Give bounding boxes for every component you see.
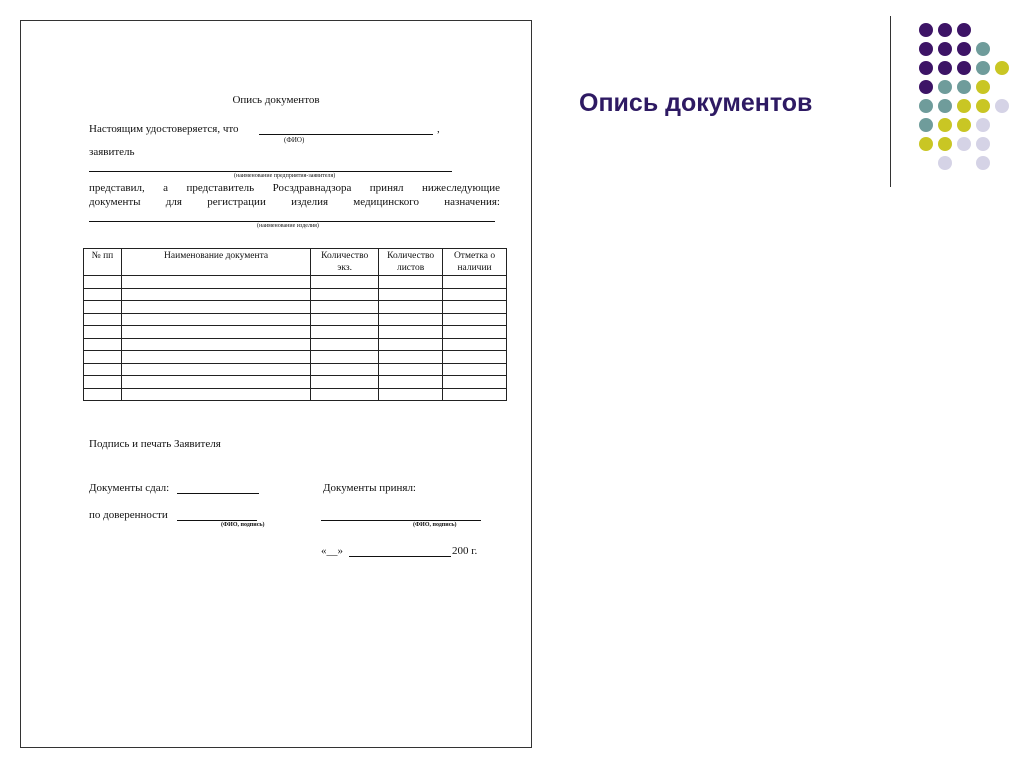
table-cell	[379, 363, 443, 376]
date-quote: «__»	[321, 545, 343, 557]
table-cell	[379, 288, 443, 301]
table-row	[84, 301, 507, 314]
table-row	[84, 288, 507, 301]
documents-table	[83, 248, 507, 401]
table-cell	[84, 363, 122, 376]
table-cell	[443, 313, 507, 326]
table-cell	[311, 276, 379, 289]
proxy-label: по доверенности	[89, 509, 168, 521]
table-cell	[443, 276, 507, 289]
docs-handed-label: Документы сдал:	[89, 482, 170, 494]
document-title: Опись документов	[232, 94, 320, 106]
decorative-dot	[957, 23, 971, 37]
decorative-dot	[919, 23, 933, 37]
product-caption: (наименование изделия)	[257, 223, 319, 229]
header-sheets: Количество листов	[379, 249, 443, 276]
header-number: № пп	[84, 249, 122, 276]
table-cell	[443, 363, 507, 376]
table-cell	[443, 351, 507, 364]
decorative-dot	[938, 23, 952, 37]
decorative-dot	[995, 99, 1009, 113]
decorative-dot	[938, 118, 952, 132]
table-cell	[311, 313, 379, 326]
decorative-dot	[919, 42, 933, 56]
table-row	[84, 326, 507, 339]
decorative-dot	[938, 42, 952, 56]
decorative-dot	[957, 80, 971, 94]
decorative-dot	[938, 137, 952, 151]
table-cell	[121, 288, 310, 301]
table-cell	[311, 338, 379, 351]
table-row	[84, 388, 507, 401]
decorative-dot	[976, 42, 990, 56]
proxy-blank	[177, 520, 257, 521]
header-document-name: Наименование документа	[121, 249, 310, 276]
fio-sign-caption-left: (ФИО, подпись)	[221, 522, 265, 528]
paragraph-line-2: документы для регистрации изделия медицинского назначения:	[89, 196, 500, 208]
document-page	[20, 20, 532, 748]
fio-caption: (ФИО)	[284, 136, 305, 144]
table-header-row	[84, 249, 507, 276]
decorative-dot	[957, 61, 971, 75]
certify-comma: ,	[437, 123, 440, 135]
table-cell	[379, 313, 443, 326]
applicant-label: заявитель	[89, 146, 135, 158]
signature-label: Подпись и печать Заявителя	[89, 438, 221, 450]
divider-line	[890, 16, 891, 187]
decorative-dot	[976, 137, 990, 151]
table-cell	[379, 376, 443, 389]
table-cell	[84, 376, 122, 389]
table-cell	[121, 351, 310, 364]
decorative-dot	[919, 80, 933, 94]
decorative-dot	[919, 118, 933, 132]
decorative-dot	[957, 99, 971, 113]
decorative-dot	[976, 156, 990, 170]
table-cell	[311, 288, 379, 301]
table-cell	[121, 301, 310, 314]
table-cell	[121, 363, 310, 376]
decorative-dot	[976, 99, 990, 113]
decorative-dot	[919, 61, 933, 75]
table-cell	[84, 301, 122, 314]
table-cell	[379, 388, 443, 401]
decorative-dot	[938, 99, 952, 113]
table-row	[84, 276, 507, 289]
decorative-dot	[938, 61, 952, 75]
table-cell	[311, 326, 379, 339]
certify-text: Настоящим удостоверяется, что	[89, 123, 239, 135]
table-cell	[379, 351, 443, 364]
date-blank	[349, 556, 451, 557]
decorative-dot	[976, 118, 990, 132]
decorative-dot	[957, 137, 971, 151]
paragraph-line-1: представил, а представитель Росздравнадзора принял нижеследующие	[89, 182, 500, 194]
table-cell	[121, 313, 310, 326]
table-cell	[84, 313, 122, 326]
table-cell	[443, 376, 507, 389]
slide-title: Опись документов	[579, 89, 813, 117]
decorative-dot	[957, 42, 971, 56]
table-cell	[121, 388, 310, 401]
table-row	[84, 338, 507, 351]
decorative-dot	[976, 80, 990, 94]
table-cell	[379, 326, 443, 339]
table-cell	[84, 338, 122, 351]
table-cell	[84, 276, 122, 289]
table-cell	[311, 363, 379, 376]
header-copies: Количество экз.	[311, 249, 379, 276]
decorative-dot	[976, 61, 990, 75]
fio-blank	[259, 134, 433, 135]
table-cell	[443, 301, 507, 314]
table-cell	[443, 326, 507, 339]
product-blank	[89, 221, 495, 222]
decorative-dot	[995, 61, 1009, 75]
table-cell	[121, 326, 310, 339]
table-cell	[311, 351, 379, 364]
header-presence: Отметка о наличии	[443, 249, 507, 276]
org-caption: (наименование предприятия-заявителя)	[234, 173, 336, 179]
decorative-dot	[919, 99, 933, 113]
table-cell	[379, 301, 443, 314]
decorative-dot	[938, 156, 952, 170]
fio-sign-caption-right: (ФИО, подпись)	[413, 522, 457, 528]
decorative-dot	[938, 80, 952, 94]
date-year: 200 г.	[452, 545, 478, 557]
table-cell	[311, 376, 379, 389]
table-cell	[121, 376, 310, 389]
table-cell	[443, 338, 507, 351]
table-row	[84, 363, 507, 376]
table-cell	[443, 388, 507, 401]
table-cell	[84, 288, 122, 301]
table-row	[84, 351, 507, 364]
table-cell	[84, 351, 122, 364]
table-cell	[84, 326, 122, 339]
table-cell	[84, 388, 122, 401]
table-row	[84, 376, 507, 389]
received-signature-blank	[321, 520, 481, 521]
org-blank	[89, 171, 452, 172]
table-cell	[121, 338, 310, 351]
table-cell	[379, 338, 443, 351]
table-cell	[121, 276, 310, 289]
table-cell	[311, 301, 379, 314]
decorative-dot	[919, 137, 933, 151]
table-cell	[379, 276, 443, 289]
docs-handed-blank	[177, 493, 259, 494]
table-cell	[311, 388, 379, 401]
docs-received-label: Документы принял:	[323, 482, 416, 494]
table-row	[84, 313, 507, 326]
table-cell	[443, 288, 507, 301]
decorative-dot	[957, 118, 971, 132]
